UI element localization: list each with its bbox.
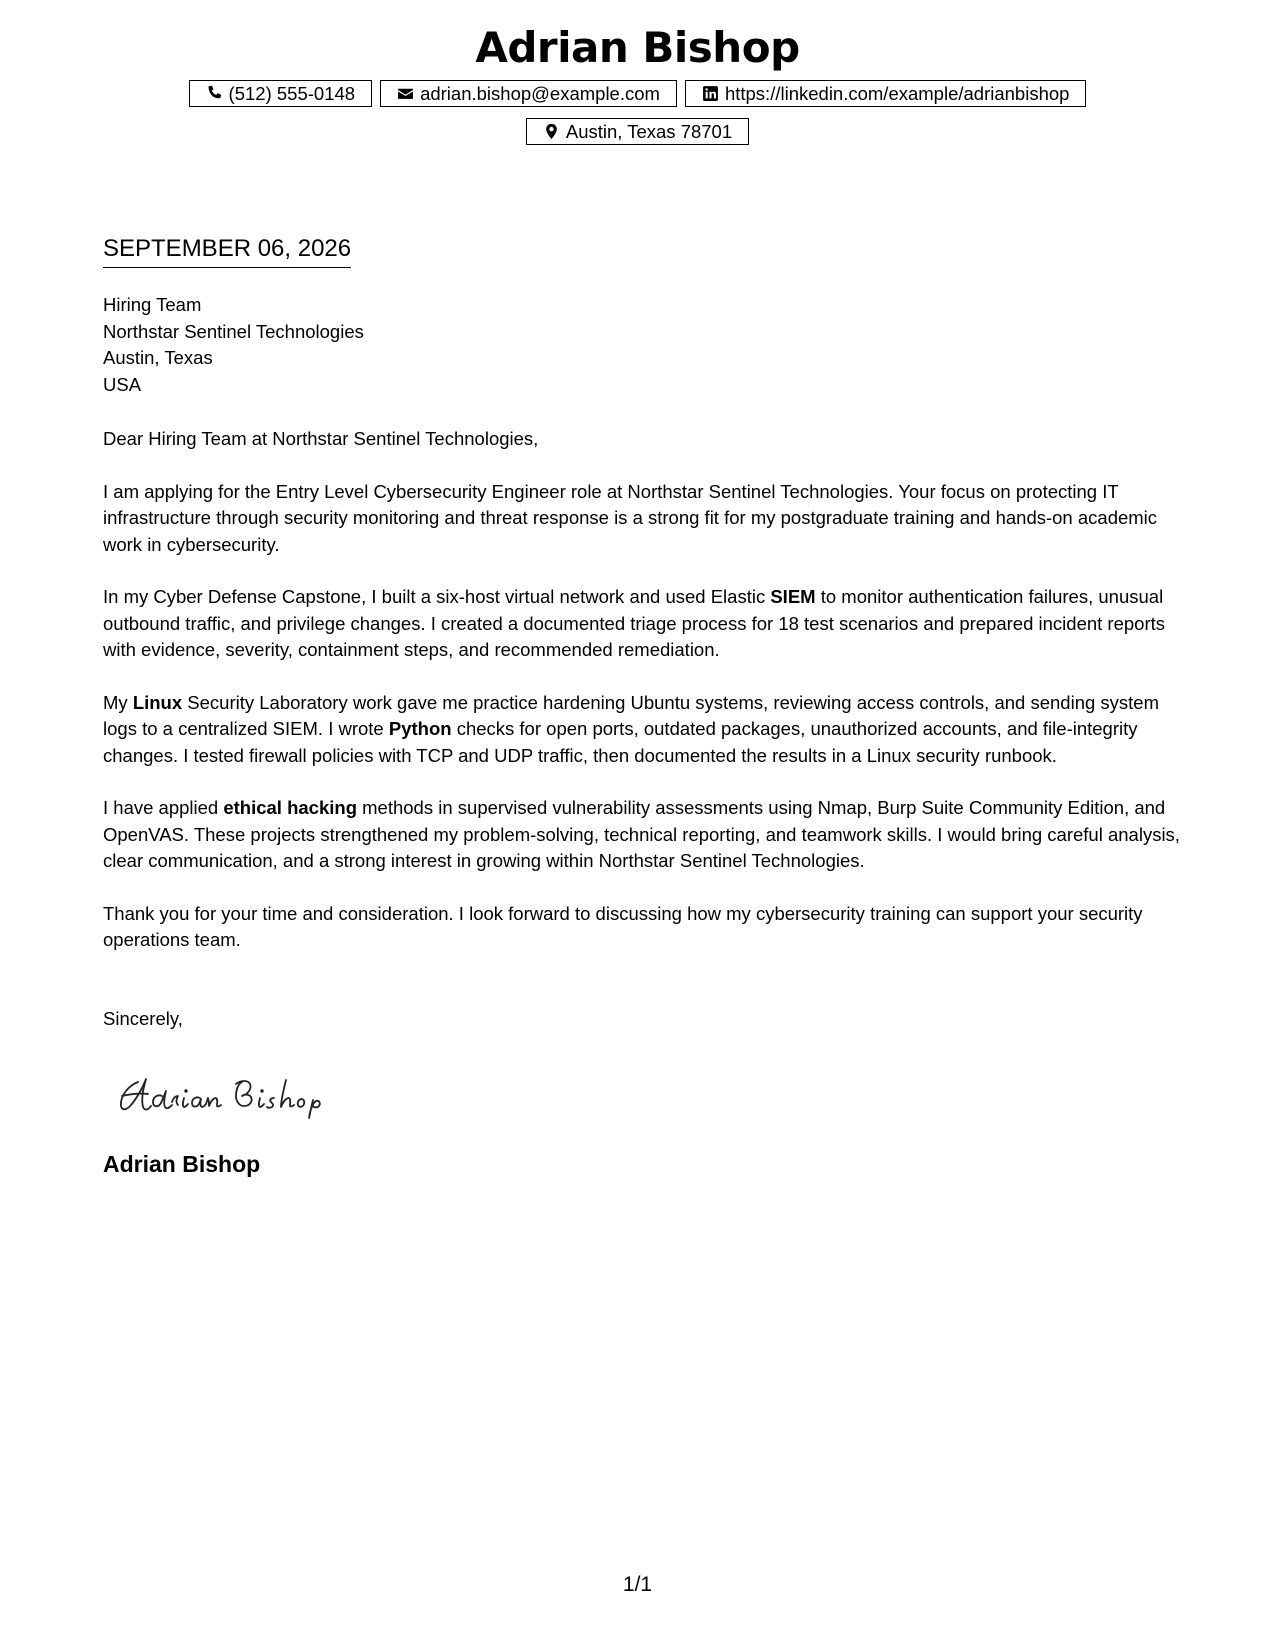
map-marker-icon — [543, 123, 560, 140]
keyword-linux: Linux — [132, 691, 183, 713]
recipient-block — [103, 292, 364, 398]
keyword-siem: SIEM — [770, 586, 816, 607]
linkedin-icon — [702, 85, 719, 102]
envelope-icon — [397, 85, 414, 102]
paragraph-intro: I am applying for the Entry Level Cybersecurity Engineer role at Northstar Sentinel Technologies. Your focus on protecting IT infrastructure through security monitoring and threat response is a strong fit for my postgraduate training and hands-on academic work in cybersecurity. — [103, 480, 1158, 555]
recipient-line: Hiring Team — [103, 294, 202, 315]
phone-text: (512) 555-0148 — [228, 83, 356, 104]
paragraph-linux: My Linux Security Laboratory work gave me practice hardening Ubuntu systems, reviewing access controls, and sending system logs to a centralized SIEM. I wrote Python checks for open ports, outdated packages, unauthorized accounts, and file-integrity changes. I tested firewall policies with TCP and UDP traffic, then documented the results in a Linux security runbook. — [103, 691, 1160, 766]
phone-icon — [206, 85, 223, 102]
salutation: Dear Hiring Team at Northstar Sentinel Technologies, — [103, 428, 539, 449]
closing: Sincerely, — [103, 1008, 183, 1029]
keyword-ethical-hacking: ethical hacking — [223, 797, 357, 818]
contact-row-location — [0, 118, 1275, 145]
letter-date: SEPTEMBER 06, 2026 — [103, 232, 351, 268]
keyword-python: Python — [388, 718, 452, 739]
paragraph-thanks: Thank you for your time and consideration. I look forward to discussing how my cybersecurity training can support your security operations team. — [103, 902, 1143, 950]
page-number: 1/1 — [622, 1573, 653, 1596]
signer-name: Adrian Bishop — [103, 1151, 261, 1177]
handwritten-signature — [110, 1060, 360, 1120]
contact-row — [0, 80, 1275, 107]
location-text: Austin, Texas 78701 — [565, 121, 733, 142]
applicant-name: Adrian Bishop — [475, 23, 800, 72]
email-text[interactable]: adrian.bishop@example.com — [420, 83, 660, 104]
email-chip[interactable] — [380, 80, 677, 107]
linkedin-text[interactable]: https://linkedin.com/example/adrianbishop — [724, 83, 1070, 104]
recipient-line: USA — [103, 373, 142, 395]
paragraph-capstone: In my Cyber Defense Capstone, I built a six-host virtual network and used Elastic SIEM to monitor authentication failures, unusual outbound traffic, and privilege changes. I created a documented triage process for 18 test scenarios and prepared incident reports with evidence, severity, containment steps, and recommended remediation. — [103, 586, 1165, 660]
recipient-line: Northstar Sentinel Technologies — [103, 320, 364, 342]
linkedin-chip[interactable] — [685, 80, 1087, 107]
letter-body — [103, 426, 1183, 980]
phone-chip — [189, 80, 373, 107]
recipient-line: Austin, Texas — [103, 347, 213, 368]
paragraph-ethical-hacking: I have applied ethical hacking methods in supervised vulnerability assessments using Nmap, Burp Suite Community Edition, and OpenVAS. These projects strengthened my problem-solving, technical reporting, and teamwork skills. I would bring careful analysis, clear communication, and a strong interest in growing within Northstar Sentinel Technologies. — [103, 797, 1180, 871]
location-chip — [526, 118, 749, 145]
